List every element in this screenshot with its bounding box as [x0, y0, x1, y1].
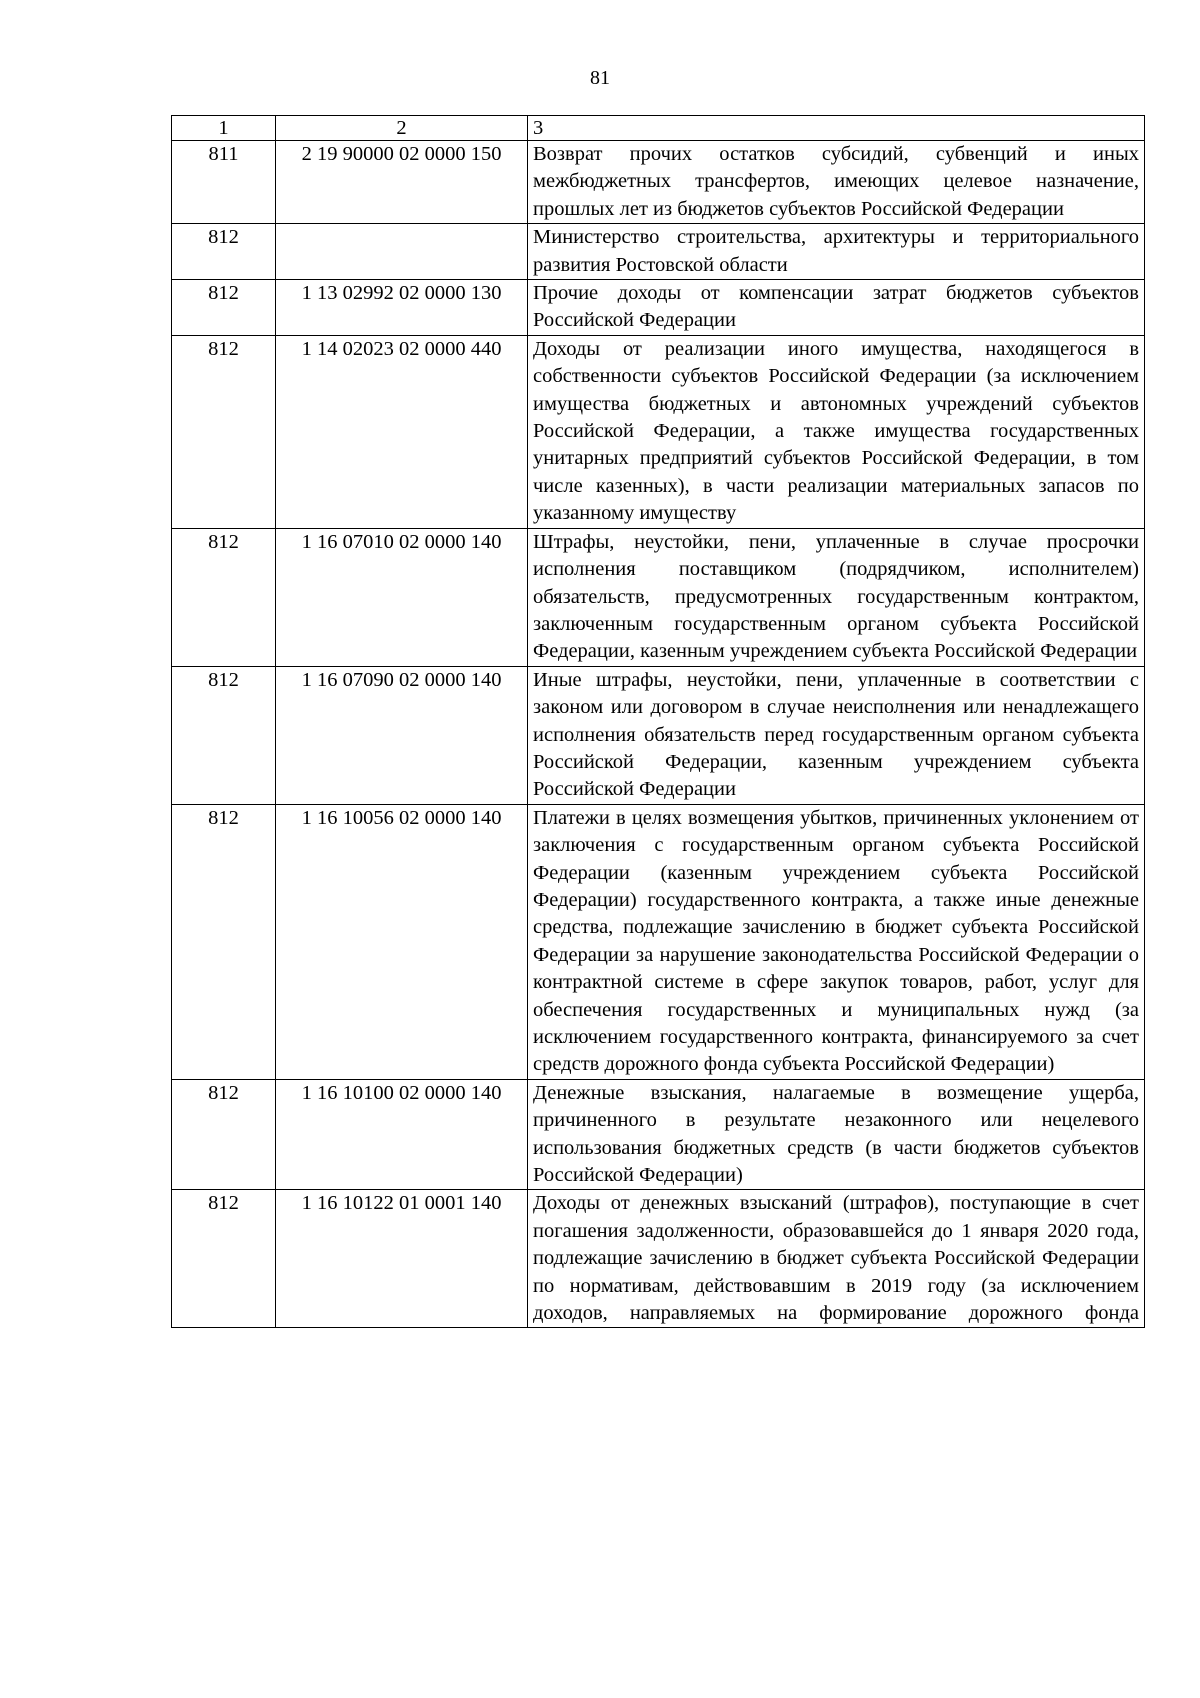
table-row — [172, 335, 1145, 528]
table-row — [172, 224, 1145, 280]
admin-code-cell: 812 — [172, 335, 276, 528]
description-cell: Штрафы, неустойки, пени, уплаченные в случае просрочки исполнения поставщиком (подрядчиком, исполнителем) обязательств, предусмотренных государственным контрактом, заключенным государственным органом субъекта Российской Федерации, казенным учреждением субъекта Российской Федерации — [528, 528, 1145, 666]
admin-code-cell: 812 — [172, 528, 276, 666]
kbk-code-cell: 1 16 07010 02 0000 140 — [276, 528, 528, 666]
kbk-code-cell — [276, 224, 528, 280]
kbk-code-cell: 1 13 02992 02 0000 130 — [276, 280, 528, 336]
description-cell: Доходы от реализации иного имущества, находящегося в собственности субъектов Российской Федерации (за исключением имущества бюджетных и автономных учреждений субъектов Российской Федерации, а также имущества государственных унитарных предприятий субъектов Российской Федерации, в том числе казенных), в части реализации материальных запасов по указанному имуществу — [528, 335, 1145, 528]
admin-code-cell: 812 — [172, 666, 276, 804]
kbk-code-cell: 1 16 10056 02 0000 140 — [276, 804, 528, 1079]
description-cell: Прочие доходы от компенсации затрат бюджетов субъектов Российской Федерации — [528, 280, 1145, 336]
admin-code-cell: 812 — [172, 224, 276, 280]
description-cell: Денежные взыскания, налагаемые в возмещение ущерба, причиненного в результате незаконного или нецелевого использования бюджетных средств (в части бюджетов субъектов Российской Федерации) — [528, 1079, 1145, 1190]
table-row — [172, 666, 1145, 804]
kbk-code-cell: 1 14 02023 02 0000 440 — [276, 335, 528, 528]
column-header-1: 1 — [172, 116, 276, 141]
kbk-code-cell: 2 19 90000 02 0000 150 — [276, 141, 528, 224]
page-number: 81 — [590, 67, 610, 89]
table-row — [172, 141, 1145, 224]
table-row — [172, 804, 1145, 1079]
description-cell: Министерство строительства, архитектуры и территориального развития Ростовской области — [528, 224, 1145, 280]
table-row — [172, 528, 1145, 666]
table-row — [172, 1190, 1145, 1328]
table-row — [172, 280, 1145, 336]
kbk-code-cell: 1 16 10100 02 0000 140 — [276, 1079, 528, 1190]
revenue-table — [171, 115, 1145, 1328]
admin-code-cell: 812 — [172, 280, 276, 336]
column-header-2: 2 — [276, 116, 528, 141]
admin-code-cell: 812 — [172, 804, 276, 1079]
description-cell: Платежи в целях возмещения убытков, причиненных уклонением от заключения с государственным органом субъекта Российской Федерации (казенным учреждением субъекта Российской Федерации) государственного контракта, а также иные денежные средства, подлежащие зачислению в бюджет субъекта Российской Федерации за нарушение законодательства Российской Федерации о контрактной системе в сфере закупок товаров, работ, услуг для обеспечения государственных и муниципальных нужд (за исключением государственного контракта, финансируемого за счет средств дорожного фонда субъекта Российской Федерации) — [528, 804, 1145, 1079]
table-row — [172, 1079, 1145, 1190]
admin-code-cell: 812 — [172, 1079, 276, 1190]
kbk-code-cell: 1 16 10122 01 0001 140 — [276, 1190, 528, 1328]
description-cell: Иные штрафы, неустойки, пени, уплаченные в соответствии с законом или договором в случае неисполнения или ненадлежащего исполнения обязательств перед государственным органом субъекта Российской Федерации, казенным учреждением субъекта Российской Федерации — [528, 666, 1145, 804]
admin-code-cell: 811 — [172, 141, 276, 224]
description-cell: Возврат прочих остатков субсидий, субвенций и иных межбюджетных трансфертов, имеющих целевое назначение, прошлых лет из бюджетов субъектов Российской Федерации — [528, 141, 1145, 224]
description-cell: Доходы от денежных взысканий (штрафов), поступающие в счет погашения задолженности, образовавшейся до 1 января 2020 года, подлежащие зачислению в бюджет субъекта Российской Федерации по нормативам, действовавшим в 2019 году (за исключением доходов, направляемых на формирование дорожного фонда — [528, 1190, 1145, 1328]
table-header-row — [172, 116, 1145, 141]
column-header-3: 3 — [528, 116, 1145, 141]
kbk-code-cell: 1 16 07090 02 0000 140 — [276, 666, 528, 804]
admin-code-cell: 812 — [172, 1190, 276, 1328]
